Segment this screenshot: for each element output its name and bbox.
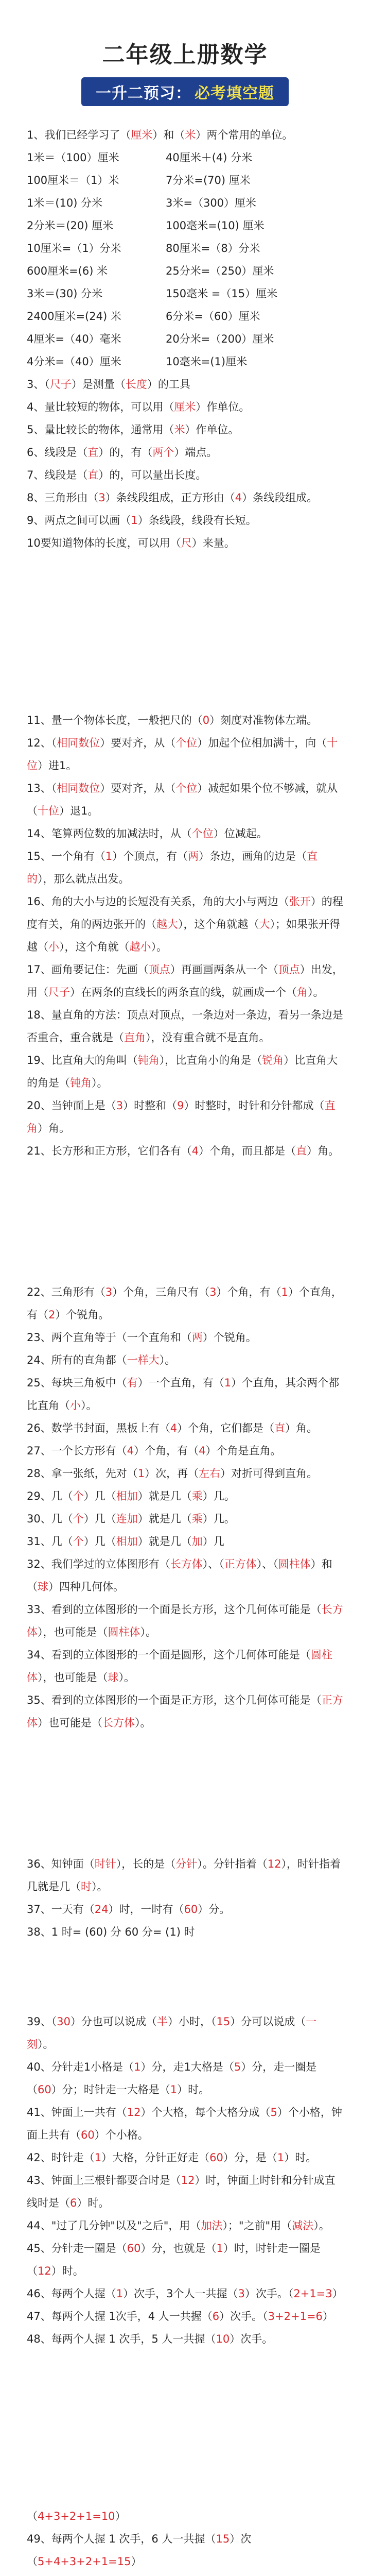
question-item: 17、画角要记住：先画（顶点）再画画两条从一个（顶点）出发，用（尺子）在两条的直线长的两条直的线，就画成一个（角）。 — [27, 963, 343, 998]
banner-left: 一升二预习： — [96, 84, 191, 103]
answer: 张开 — [289, 895, 311, 908]
question-item: 43、钟面上三根针都要合时是（12）时，钟面上时针和分针成直线时是（6）时。 — [27, 2174, 336, 2209]
answer: 1 — [131, 514, 138, 527]
question-item: 16、角的大小与边的长短没有关系，角的大小与两边（张开）的程度有关，角的两边张开的（越大），这个角就越（大）；如果张开得越（小），这个角就（越小）。 — [27, 895, 343, 953]
question-item: 11、量一个物体长度，一般把尺的（0）刻度对准物体左端。 — [27, 714, 318, 726]
conversion-cell: 2400厘米=(24) 米 — [27, 310, 121, 323]
question-item: 33、看到的立体图形的一个面是长方形，这个几何体可能是（长方体），也可能是（圆柱体）。 — [27, 1603, 343, 1638]
answer: 6 — [212, 2310, 220, 2323]
answer: 3 — [105, 1286, 113, 1298]
answer: 大 — [259, 918, 270, 930]
question-item: 21、长方形和正方形，它们各有（4）个角，而且都是（直）角。 — [27, 1145, 340, 1157]
question-item: 36、知钟面（时针），长的是（分针）。分针指着（12），时针指着几就是几（时）。 — [27, 1858, 341, 1893]
answer: 60 — [81, 2129, 95, 2141]
answer: 3 — [98, 492, 105, 504]
answer: 长方体 — [27, 1603, 343, 1638]
question-item: 10要知道物体的长度，可以用（尺）来量。 — [27, 537, 235, 549]
answer: 4 — [191, 1145, 199, 1157]
answer: 5 — [270, 2106, 277, 2119]
answer: 3 — [209, 1286, 217, 1298]
answer: 60 — [127, 2242, 141, 2255]
answer: 球 — [38, 1581, 48, 1593]
question-item: 7、线段是（直）的，可以量出长度。 — [27, 469, 207, 481]
answer: 加 — [191, 1535, 203, 1548]
block-angles — [27, 709, 343, 1162]
answer: 0 — [202, 714, 210, 726]
answer: 直角 — [124, 1031, 146, 1044]
question-1: 1、我们已经学习了（厘米）和（米）两个常用的单位。 — [27, 129, 293, 141]
answer: 两 — [191, 1331, 203, 1344]
answer: 长方体 — [102, 1717, 135, 1729]
answer: 9 — [177, 1099, 184, 1112]
answer: 半 — [156, 2015, 168, 2028]
conversion-cell: 4厘米=（40）毫米 — [27, 333, 121, 345]
conversion-cell: 1米＝（100）厘米 — [27, 151, 119, 164]
question-item: 24、所有的直角都（一样大）。 — [27, 1354, 176, 1366]
answer: 1 — [281, 1286, 288, 1298]
answer: 一样大 — [127, 1354, 160, 1366]
conversion-cell: 150毫米 =（15）厘米 — [166, 287, 278, 300]
question-item: 35、看到的立体图形的一个面是正方形，这个几何体可能是（正方体）也可能是（长方体）。 — [27, 1694, 343, 1729]
question-item: 8、三角形由（3）条线段组成，正方形由（4）条线段组成。 — [27, 492, 318, 504]
answer: 直 — [296, 1145, 307, 1157]
conversion-cell: 10厘米=（1）分米 — [27, 242, 121, 255]
answer: 乘 — [191, 1513, 203, 1525]
answer: 十位 — [27, 737, 338, 772]
answer: 相加 — [116, 1490, 138, 1502]
answer: 直的 — [27, 850, 318, 885]
question-item: 28、拿一张纸，先对（1）次，再（左右）对折可得到直角。 — [27, 1467, 318, 1480]
answer: 时针 — [94, 1858, 116, 1870]
question-item: 4、量比较短的物体，可以用（厘米）作单位。 — [27, 401, 250, 413]
answer: 1 — [277, 2151, 285, 2164]
question-item: 15、一个角有（1）个顶点，有（两）条边，画角的边是（直的），那么就点出发。 — [27, 850, 318, 885]
answer: 直 — [87, 446, 99, 459]
question-item: 19、比直角大的角叫（钝角），比直角小的角是（锐角）比直角大的角是（钝角）。 — [27, 1054, 338, 1089]
answer: 乘 — [191, 1490, 203, 1502]
answer: 个位 — [175, 737, 198, 749]
answer: 12 — [181, 2174, 195, 2187]
answer: 4+3+2+1=10 — [38, 2510, 115, 2522]
answer: 60 — [209, 2151, 223, 2164]
question-item: 37、一天有（24）时，一时有（60）分。 — [27, 1903, 231, 1916]
answer: 越小 — [129, 941, 151, 953]
question-item: 41、钟面上一共有（12）个大格，每个大格分成（5）个小格，钟面上共有（60）个小格。 — [27, 2106, 342, 2141]
answer: 3+2+1=6 — [268, 2310, 323, 2323]
answer: 5+4+3+2+1=15 — [38, 2555, 131, 2568]
answer: 球 — [108, 1671, 119, 1684]
answer: 相同数位 — [57, 737, 100, 749]
answer: 顶点 — [278, 963, 300, 976]
answer: 圆柱体 — [278, 1558, 311, 1570]
answer: 锐角 — [262, 1054, 284, 1066]
conversion-cell: 3米＝(30) 分米 — [27, 287, 103, 300]
answer: 1 — [134, 2061, 141, 2073]
answer: 24 — [94, 1903, 109, 1916]
block-time — [27, 1853, 343, 1943]
answer: 圆柱体 — [108, 1626, 140, 1638]
question-item: 29、几（个）几（相加）就是几（乘）几。 — [27, 1490, 235, 1502]
answer: 1 — [116, 2287, 124, 2300]
answer: 个位 — [191, 827, 214, 840]
answer: 30 — [57, 2015, 71, 2028]
answer: 越大 — [156, 918, 178, 930]
answer: 1 — [94, 2151, 102, 2164]
page-title: 二年级上册数学 — [102, 42, 268, 68]
answer: 相同数位 — [57, 782, 100, 794]
question-item: 9、两点之间可以画（1）条线段，线段有长短。 — [27, 514, 257, 527]
conversion-cell: 10毫米=(1)厘米 — [166, 355, 248, 368]
answer: 十位 — [38, 805, 59, 817]
answer: 钝角 — [137, 1054, 160, 1066]
answer: 厘米 — [174, 401, 196, 413]
question-item: 38、1 时= (60) 分 60 分= (1) 时 — [27, 1926, 195, 1938]
answer: 时 — [81, 1880, 92, 1893]
answer: 3 — [238, 2287, 245, 2300]
answer: 尺 — [181, 537, 192, 549]
answer: 60 — [38, 2083, 51, 2096]
answer: 15 — [216, 2533, 230, 2545]
question-item: 14、笔算两位数的加减法时，从（个位）位减起。 — [27, 827, 268, 840]
answer: 小 — [48, 941, 59, 953]
question-item: 40、分针走1小格是（1）分，走1大格是（5）分，走一圈是（60）分；时针走一大格是（1）时。 — [27, 2061, 317, 2096]
question-item: 27、一个长方形有（4）个角，有（4）个角是直角。 — [27, 1445, 281, 1457]
answer: 4 — [199, 1445, 206, 1457]
answer: 个 — [73, 1513, 84, 1525]
conversion-cell: 100厘米＝（1）米 — [27, 174, 119, 187]
answer: 个 — [73, 1535, 84, 1548]
question-item: 5、量比较长的物体，通常用（米）作单位。 — [27, 423, 239, 436]
section-banner — [81, 77, 289, 106]
conversion-cell: 80厘米=（8）分米 — [166, 242, 260, 255]
answer: 加法 — [201, 2219, 223, 2232]
conversion-cell: 7分米=(70) 厘米 — [166, 174, 251, 187]
question-item: 47、每两个人握 1次手，4 人一共握（6）次手。（3+2+1=6） — [27, 2310, 333, 2323]
conversion-cell: 3米=（300）厘米 — [166, 197, 257, 209]
answer: 左右 — [199, 1467, 221, 1480]
answer: 米 — [174, 423, 185, 436]
question-item: 31、几（个）几（相加）就是几（加）几 — [27, 1535, 224, 1548]
answer: 直 — [274, 1422, 286, 1434]
answer: 有 — [127, 1377, 138, 1389]
question-item: 13、（相同数位）要对齐，从（个位）减起如果个位不够减，就从（十位）退1。 — [27, 782, 338, 817]
answer: 12 — [267, 1858, 281, 1870]
question-item: 46、每两个人握（1）次手，3个人一共握（3）次手。（2+1=3） — [27, 2287, 343, 2300]
answer: 长方体 — [170, 1558, 203, 1570]
question-item: 3、（尺子）是测量（长度）的工具 — [27, 378, 190, 391]
answer: 长度 — [125, 378, 147, 391]
question-item: 23、两个直角等于（一个直角和（两）个锐角。 — [27, 1331, 257, 1344]
answer: 顶点 — [148, 963, 170, 976]
conversion-cell: 25分米=（250）厘米 — [166, 265, 274, 277]
question-item: 12、（相同数位）要对齐，从（个位）加起个位相加满十，向（十位）进1。 — [27, 737, 338, 772]
answer: 直角 — [27, 1099, 336, 1134]
answer: 1 — [170, 2083, 178, 2096]
answer: 正方体 — [27, 1694, 343, 1729]
question-item: 34、看到的立体图形的一个面是圆形，这个几何体可能是（圆柱体），也可能是（球）。 — [27, 1649, 332, 1684]
answer: 4 — [127, 1445, 134, 1457]
question-item: 39、（30）分也可以说成（半）小时，（15）分可以说成（一刻）。 — [27, 2015, 317, 2050]
question-item: 26、数学书封面，黑板上有（4）个角，它们都是（直）角。 — [27, 1422, 318, 1434]
question-item: 45、分针走一圈是（60）分，也就是（1）时，时针走一圈是（12）时。 — [27, 2242, 321, 2277]
answer: 一刻 — [27, 2015, 317, 2050]
answer: 4 — [170, 1422, 178, 1434]
answer: 小 — [70, 1399, 81, 1412]
conversion-cell: 100毫米=(10) 厘米 — [166, 219, 265, 232]
answer: 6 — [70, 2197, 77, 2209]
question-item: 22、三角形有（3）个角，三角尺有（3）个角，有（1）个直角，有（2）个锐角。 — [27, 1286, 342, 1321]
answer: 2+1=3 — [293, 2287, 332, 2300]
answer: 角 — [297, 986, 308, 998]
answer: 正方体 — [224, 1558, 257, 1570]
answer: 1 — [224, 1377, 232, 1389]
content — [0, 108, 370, 2573]
answer: 12 — [127, 2106, 141, 2119]
answer: 2 — [48, 1309, 56, 1321]
answer: 1 — [137, 1467, 145, 1480]
question-item: 20、当钟面上是（3）时整和（9）时整时，时针和分针都成（直角）角。 — [27, 1099, 336, 1134]
banner-wrap — [0, 77, 370, 108]
answer: 60 — [184, 1903, 198, 1916]
answer: 1 — [105, 850, 113, 862]
question-item: 30、几（个）几（连加）就是几（乘）几。 — [27, 1513, 235, 1525]
answer: 圆柱体 — [27, 1649, 332, 1684]
answer: 3 — [116, 1099, 124, 1112]
question-item: 48、每两个人握 1 次手，5 人一共握（10）次手。 — [27, 2333, 273, 2345]
question-item: 18、量直角的方法：顶点对顶点，一条边对一条边，看另一条边是否重合，重合就是（直角），没有重合就不是直角。 — [27, 1009, 343, 1044]
conversion-grid — [27, 146, 343, 373]
block-clock — [27, 2010, 343, 2350]
answer: 尺子 — [49, 378, 72, 391]
answer: 15 — [216, 2015, 231, 2028]
block-handshake — [27, 2505, 343, 2573]
question-item: 25、每块三角板中（有）一个直角，有（1）个直角，其余两个都比直角（小）。 — [27, 1377, 340, 1412]
answer: 个位 — [175, 782, 198, 794]
answer: 12 — [38, 2265, 51, 2277]
conversion-cell: 6分米=（60）厘米 — [166, 310, 260, 323]
conversion-cell: 2分米＝(20) 厘米 — [27, 219, 114, 232]
conversion-cell: 1米＝(10) 分米 — [27, 197, 103, 209]
answer: 4 — [235, 492, 242, 504]
conversion-cell: 600厘米=(6) 米 — [27, 265, 108, 277]
question-item: 32、我们学过的立体图形有（长方体）、（正方体）、（圆柱体）和（球）四种几何体。 — [27, 1558, 332, 1593]
answer: 5 — [234, 2061, 241, 2073]
block-shapes — [27, 1281, 343, 1734]
conversion-cell: 40厘米＋(4) 分米 — [166, 151, 253, 164]
question-item: 49、每两个人握 1 次手，6 人一共握（15）次（5+4+3+2+1=15） — [27, 2533, 252, 2568]
conversion-cell: 4分米=（40）厘米 — [27, 355, 121, 368]
answer: 10 — [216, 2333, 230, 2345]
answer: 连加 — [116, 1513, 138, 1525]
answer: 两 — [188, 850, 199, 862]
banner-highlight: 必考填空题 — [195, 84, 274, 103]
answer: 相加 — [116, 1535, 138, 1548]
answer: 分针 — [175, 1858, 198, 1870]
block-basics — [27, 373, 343, 554]
answer: 直 — [87, 469, 99, 481]
conversion-cell: 20分米=（200）厘米 — [166, 333, 274, 345]
question-item: 44、"过了几分钟"以及"之后"，用（加法）；"之前"用（减法）。 — [27, 2219, 330, 2232]
answer: 1 — [216, 2242, 223, 2255]
answer: 减法 — [292, 2219, 314, 2232]
answer: 钝角 — [70, 1077, 92, 1089]
question-item: 6、线段是（直）的，有（两个）端点。 — [27, 446, 218, 459]
question-item: （4+3+2+1=10） — [27, 2510, 126, 2522]
question-item: 42、时针走（1）大格，分针正好走（60）分，是（1）时。 — [27, 2151, 317, 2164]
answer: 尺子 — [48, 986, 70, 998]
answer: 两个 — [152, 446, 174, 459]
answer: 个 — [73, 1490, 84, 1502]
